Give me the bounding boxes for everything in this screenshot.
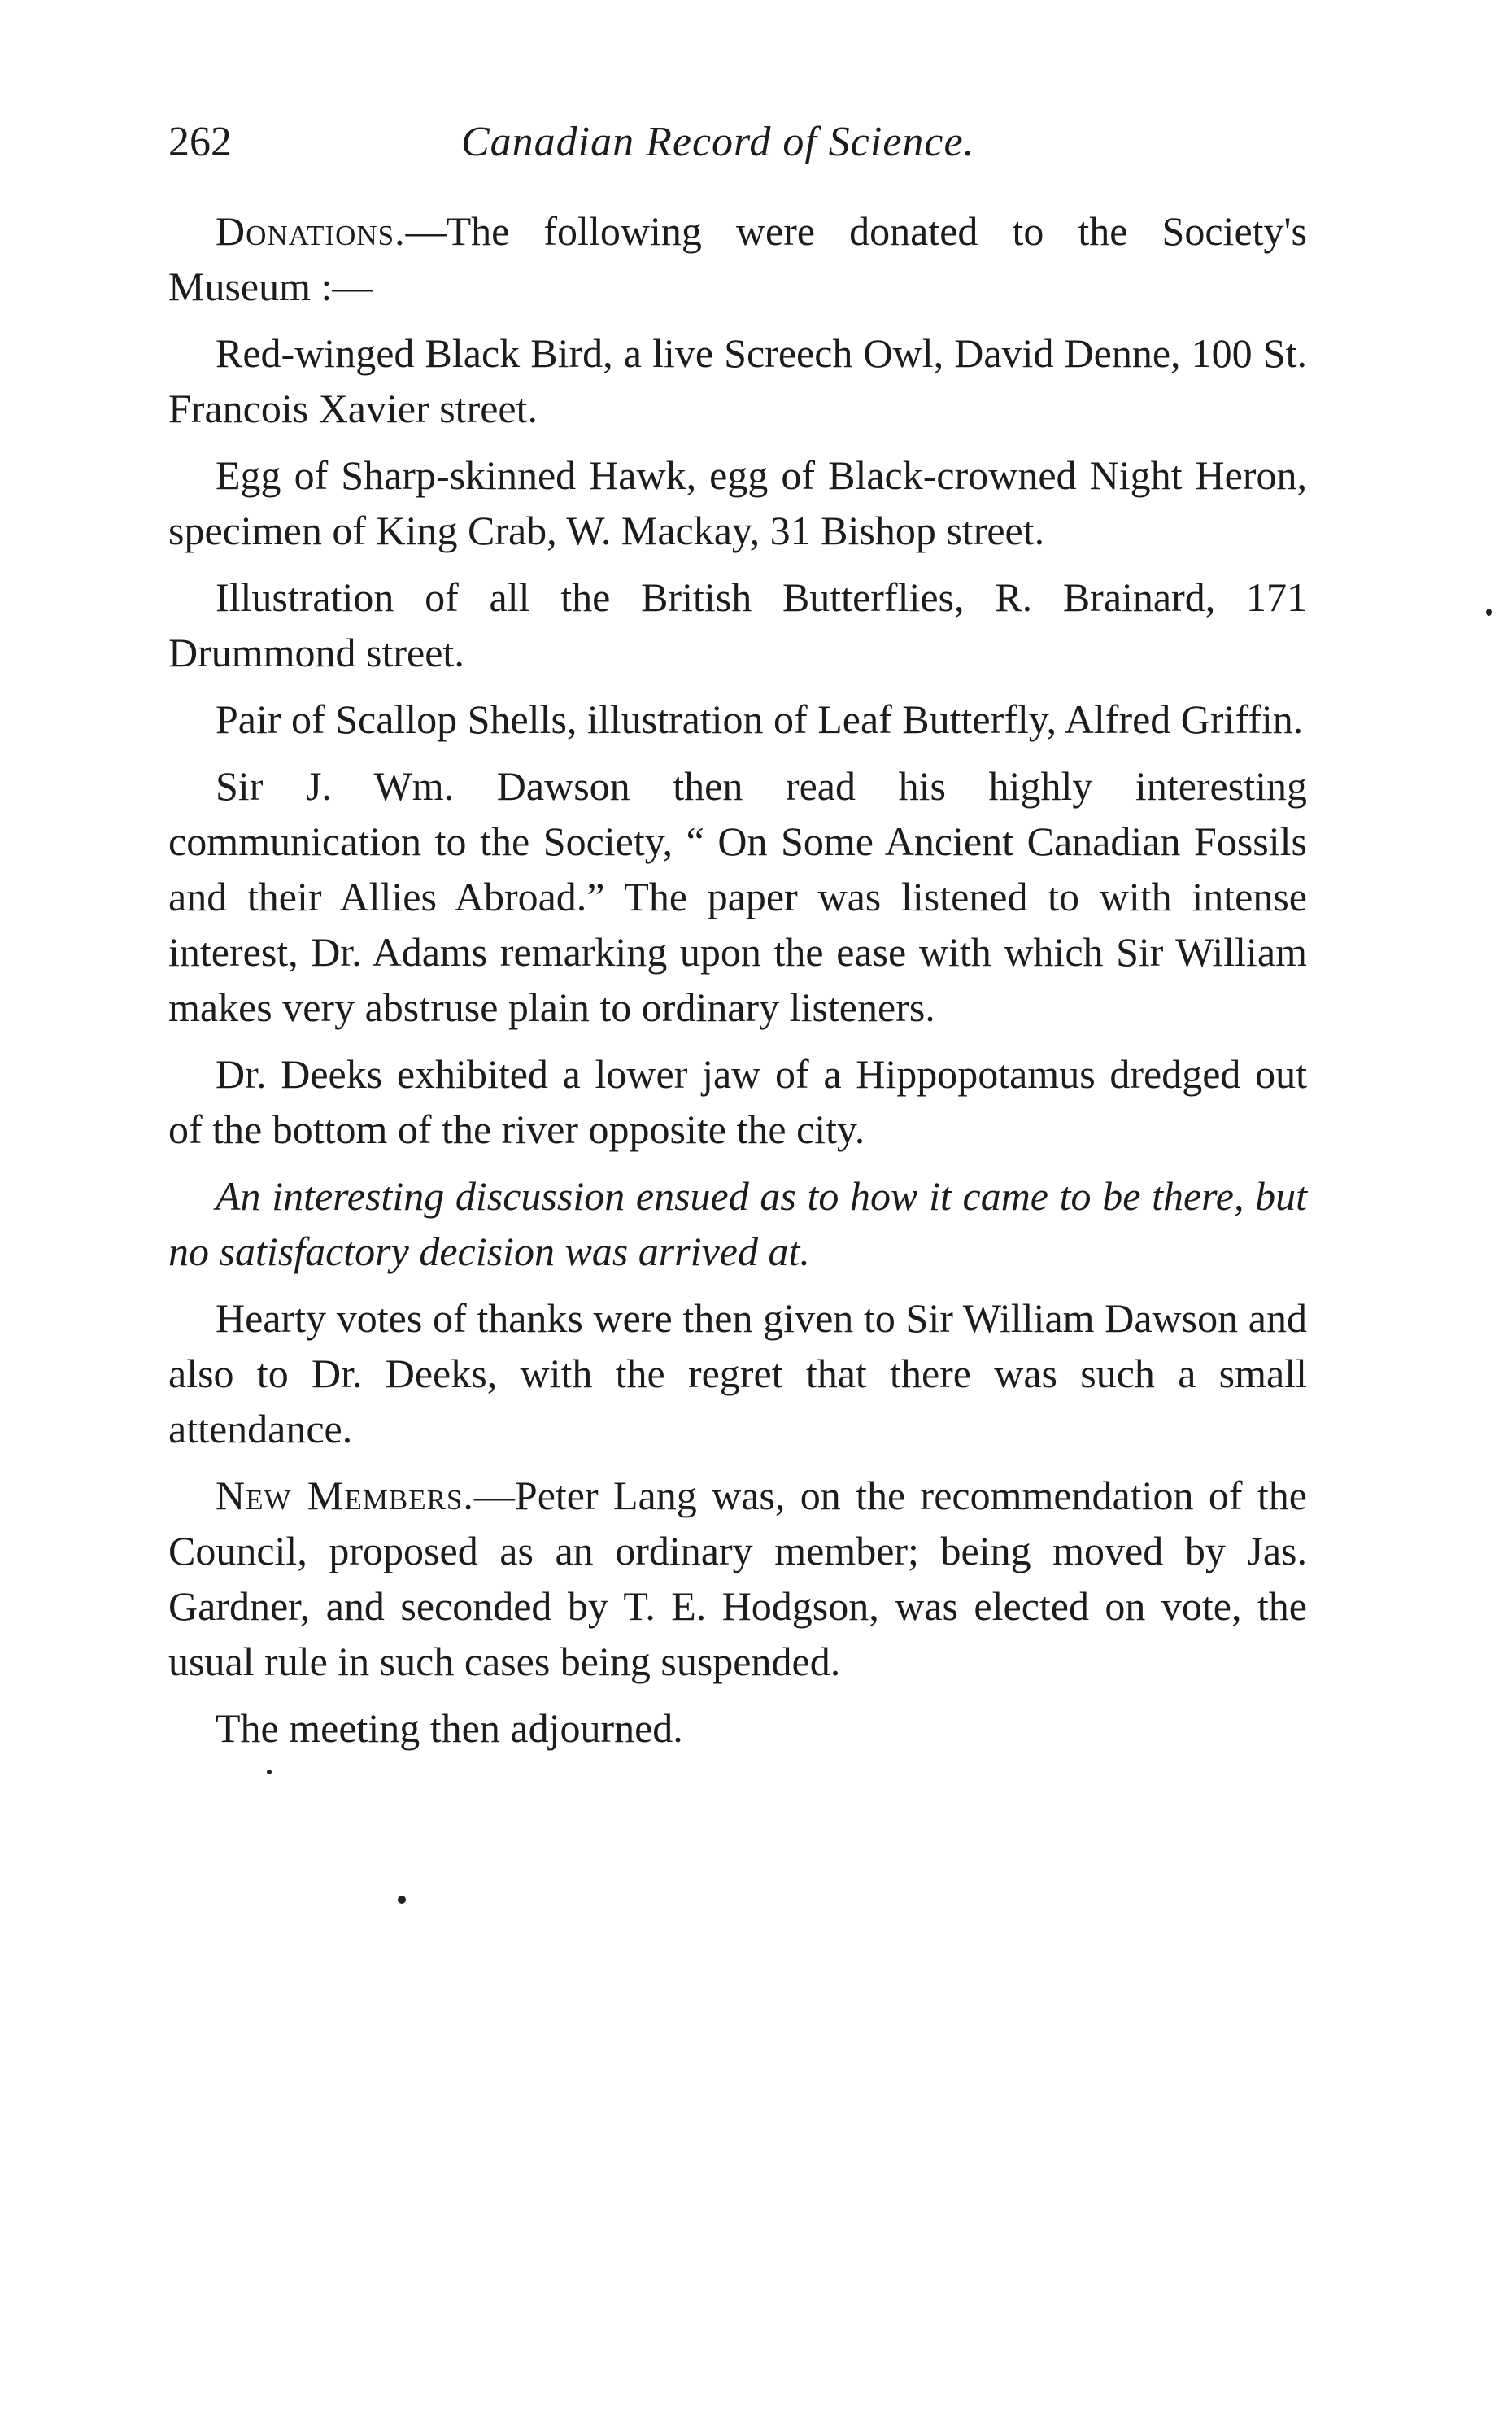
paragraph-votes-of-thanks: Hearty votes of thanks were then given to Sir William Dawson and also to Dr. Deeks, with the regret that there was such a small attendance.	[168, 1295, 1307, 1451]
donations-paragraph	[168, 203, 1307, 314]
body-text	[168, 203, 1307, 1767]
ink-speck	[1486, 609, 1492, 616]
paragraph-donation-1: Red-winged Black Bird, a live Screech Owl, David Denne, 100 St. Francois Xavier street.	[168, 330, 1307, 431]
paragraph-adjourned: The meeting then adjourned.	[216, 1705, 683, 1751]
donations-heading: Donations.	[216, 208, 406, 254]
paragraph-donation-2: Egg of Sharp-skinned Hawk, egg of Black-crowned Night Heron, specimen of King Crab, W. Mackay, 31 Bishop street.	[168, 452, 1307, 553]
paragraph-dawson-paper: Sir J. Wm. Dawson then read his highly interesting communication to the Society, “ On Some Ancient Canadian Fossils and their Allies Abroad.” The paper was listened to with intense interest, Dr. Adams remarking upon the ease with which Sir William makes very abstruse plain to ordinary listeners.	[168, 763, 1307, 1030]
ink-speck	[398, 1896, 406, 1904]
running-title: Canadian Record of Science.	[461, 119, 975, 165]
page-number: 262	[168, 119, 232, 165]
ink-speck	[267, 1770, 272, 1774]
paragraph-deeks-exhibit: Dr. Deeks exhibited a lower jaw of a Hippopotamus dredged out of the bottom of the river opposite the city.	[168, 1051, 1307, 1152]
paragraph-discussion: An interesting discussion ensued as to how it came to be there, but no satisfactory decision was arrived at.	[168, 1173, 1307, 1274]
donations-text: —The following were donated to the Society's Museum :—	[168, 208, 1307, 309]
new-members-heading: New Members.	[216, 1473, 474, 1518]
paragraph-donation-4: Pair of Scallop Shells, illustration of Leaf Butterfly, Alfred Griffin.	[216, 696, 1304, 742]
new-members-paragraph	[168, 1468, 1307, 1689]
new-members-text: —Peter Lang was, on the recommendation of the Council, proposed as an ordinary member; being moved by Jas. Gardner, and seconded by T. E. Hodgson, was elected on vote, the usual rule in such cases being suspended.	[168, 1473, 1307, 1684]
paragraph-donation-3: Illustration of all the British Butterflies, R. Brainard, 171 Drummond street.	[168, 574, 1307, 675]
page-header	[168, 114, 1323, 171]
